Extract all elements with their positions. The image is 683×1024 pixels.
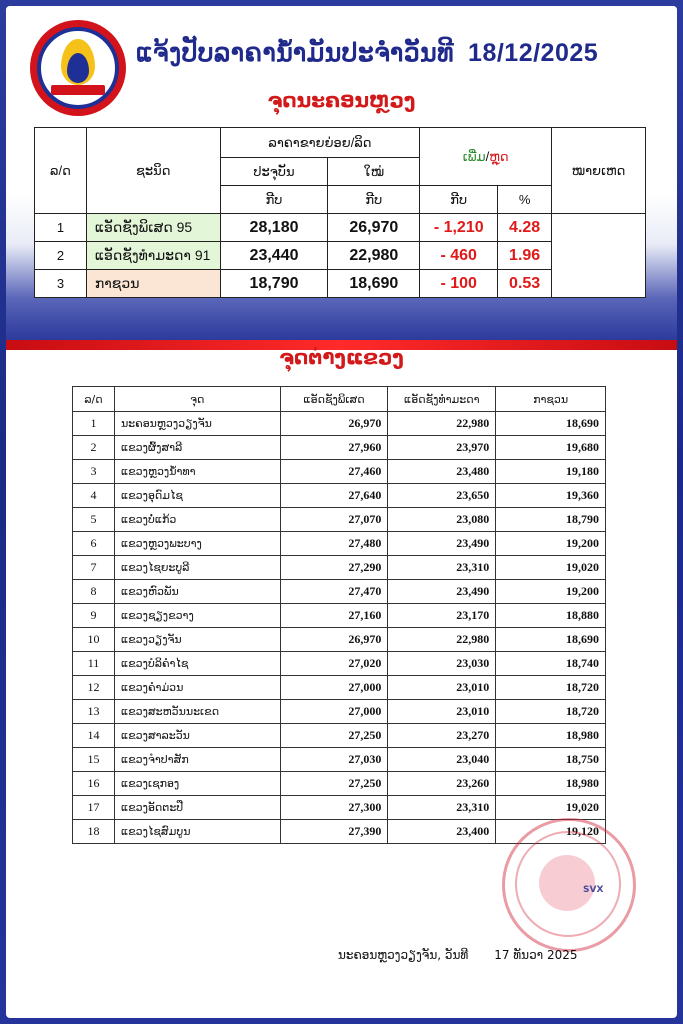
row-no: 10	[73, 628, 115, 652]
special-price: 27,160	[280, 604, 388, 628]
diesel-price: 18,690	[496, 628, 606, 652]
header-point: ຈຸດ	[114, 387, 280, 412]
row-no: 7	[73, 556, 115, 580]
diesel-price: 19,200	[496, 532, 606, 556]
footer-signature-line	[338, 948, 577, 962]
diesel-price: 18,980	[496, 724, 606, 748]
special-price: 27,070	[280, 508, 388, 532]
price-diff: - 1,210	[420, 214, 498, 242]
table-row: 3 ກາຊວນ 18,790 18,690 - 100 0.53	[35, 270, 646, 298]
table-row: 2 ແອັດຊັງທຳມະດາ 91 23,440 22,980 - 460 1.96	[35, 242, 646, 270]
footer-date: 17 ທັນວາ 2025	[494, 948, 578, 962]
regular-price: 23,270	[388, 724, 496, 748]
row-no: 16	[73, 772, 115, 796]
table-row	[73, 460, 606, 484]
table-row	[73, 676, 606, 700]
fuel-name: ແອັດຊັງທຳມະດາ 91	[86, 242, 220, 270]
table-row	[73, 580, 606, 604]
header-retail: ລາຄາຂາຍຍ່ອຍ/ລິດ	[220, 128, 420, 158]
table-row	[73, 652, 606, 676]
header-change-down: ຫຼຸດ	[489, 148, 509, 164]
diesel-price: 18,720	[496, 700, 606, 724]
special-price: 27,460	[280, 460, 388, 484]
provinces-title: ຈຸດຕ່າງແຂວງ	[279, 345, 404, 369]
province-name: ແຂວງຫົວພັນ	[114, 580, 280, 604]
special-price: 27,000	[280, 700, 388, 724]
special-price: 26,970	[280, 412, 388, 436]
special-price: 27,290	[280, 556, 388, 580]
province-price-table	[72, 386, 606, 844]
table-row	[73, 604, 606, 628]
table-row	[73, 700, 606, 724]
special-price: 27,470	[280, 580, 388, 604]
table-row	[73, 748, 606, 772]
table-row	[73, 772, 606, 796]
table-row	[73, 412, 606, 436]
province-name: ແຂວງເຊກອງ	[114, 772, 280, 796]
diesel-price: 18,750	[496, 748, 606, 772]
province-name: ແຂວງສາລະວັນ	[114, 724, 280, 748]
header-no: ລ/ດ	[35, 128, 87, 214]
diesel-price: 19,020	[496, 556, 606, 580]
row-no: 8	[73, 580, 115, 604]
header-type: ຊະນິດ	[86, 128, 220, 214]
province-name: ແຂວງຈຳປາສັກ	[114, 748, 280, 772]
header-new: ໃໝ່	[328, 158, 420, 186]
row-no: 4	[73, 484, 115, 508]
province-name: ແຂວງໄຊສົມບູນ	[114, 820, 280, 844]
regular-price: 23,490	[388, 532, 496, 556]
table-row	[73, 724, 606, 748]
title-date: 18/12/2025	[468, 39, 599, 67]
special-price: 27,960	[280, 436, 388, 460]
table-row	[73, 508, 606, 532]
row-no: 15	[73, 748, 115, 772]
fuel-name: ແອັດຊັງພິເສດ 95	[86, 214, 220, 242]
diesel-price: 19,180	[496, 460, 606, 484]
regular-price: 23,310	[388, 796, 496, 820]
price-diff: - 460	[420, 242, 498, 270]
row-no: 17	[73, 796, 115, 820]
regular-price: 23,080	[388, 508, 496, 532]
diesel-price: 19,360	[496, 484, 606, 508]
header-note: ໝາຍເຫດ	[552, 128, 646, 214]
header-special: ແອັດຊັງພິເສດ	[280, 387, 388, 412]
row-no: 9	[73, 604, 115, 628]
special-price: 27,390	[280, 820, 388, 844]
diesel-price: 18,980	[496, 772, 606, 796]
table-row	[73, 796, 606, 820]
current-price: 18,790	[220, 270, 328, 298]
row-no: 2	[73, 436, 115, 460]
header-diesel: ກາຊວນ	[496, 387, 606, 412]
row-no: 12	[73, 676, 115, 700]
regular-price: 23,010	[388, 700, 496, 724]
regular-price: 23,010	[388, 676, 496, 700]
current-price: 28,180	[220, 214, 328, 242]
province-name: ແຂວງວຽງຈັນ	[114, 628, 280, 652]
regular-price: 23,040	[388, 748, 496, 772]
header-current: ປະຈຸບັນ	[220, 158, 328, 186]
header-change	[420, 128, 552, 186]
row-no: 13	[73, 700, 115, 724]
special-price: 27,480	[280, 532, 388, 556]
unit-kip: ກີບ	[328, 186, 420, 214]
special-price: 27,030	[280, 748, 388, 772]
diesel-price: 19,680	[496, 436, 606, 460]
table-row: 1 ແອັດຊັງພິເສດ 95 28,180 26,970 - 1,210 4.28	[35, 214, 646, 242]
province-name: ນະຄອນຫຼວງວຽງຈັນ	[114, 412, 280, 436]
province-name: ແຂວງໄຊຍະບູລີ	[114, 556, 280, 580]
special-price: 27,250	[280, 772, 388, 796]
capital-price-table	[34, 127, 646, 298]
unit-kip: ກີບ	[220, 186, 328, 214]
province-name: ແຂວງຊຽງຂວາງ	[114, 604, 280, 628]
table-row	[73, 532, 606, 556]
diesel-price: 19,200	[496, 580, 606, 604]
header-no: ລ/ດ	[73, 387, 115, 412]
row-no: 5	[73, 508, 115, 532]
official-stamp	[502, 818, 636, 952]
regular-price: 23,490	[388, 580, 496, 604]
new-price: 26,970	[328, 214, 420, 242]
regular-price: 23,480	[388, 460, 496, 484]
header-regular: ແອັດຊັງທຳມະດາ	[388, 387, 496, 412]
diesel-price: 18,720	[496, 676, 606, 700]
province-name: ແຂວງບໍ່ແກ້ວ	[114, 508, 280, 532]
row-no: 11	[73, 652, 115, 676]
regular-price: 23,650	[388, 484, 496, 508]
current-price: 23,440	[220, 242, 328, 270]
table-row	[73, 556, 606, 580]
special-price: 27,640	[280, 484, 388, 508]
province-name: ແຂວງຫຼວງນ້ຳທາ	[114, 460, 280, 484]
row-no: 18	[73, 820, 115, 844]
special-price: 27,020	[280, 652, 388, 676]
price-diff: - 100	[420, 270, 498, 298]
regular-price: 23,030	[388, 652, 496, 676]
row-no: 14	[73, 724, 115, 748]
diesel-price: 18,740	[496, 652, 606, 676]
diesel-price: 19,120	[496, 820, 606, 844]
title-text: ແຈ້ງປັບລາຄານ້ຳມັນປະຈຳວັນທີ	[136, 39, 455, 67]
price-pct: 0.53	[498, 270, 552, 298]
header-change-up: ເພີ່ມ	[462, 148, 486, 164]
regular-price: 23,400	[388, 820, 496, 844]
province-name: ແຂວງອັດຕະປື	[114, 796, 280, 820]
special-price: 27,250	[280, 724, 388, 748]
diesel-price: 18,880	[496, 604, 606, 628]
special-price: 27,000	[280, 676, 388, 700]
table-row	[73, 436, 606, 460]
stamp-mark: SVX	[583, 885, 604, 895]
new-price: 22,980	[328, 242, 420, 270]
regular-price: 23,170	[388, 604, 496, 628]
province-name: ແຂວງສະຫວັນນະເຂດ	[114, 700, 280, 724]
province-name: ແຂວງບໍລິຄຳໄຊ	[114, 652, 280, 676]
table-row	[73, 484, 606, 508]
regular-price: 23,310	[388, 556, 496, 580]
province-name: ແຂວງຫຼວງພະບາງ	[114, 532, 280, 556]
regular-price: 23,260	[388, 772, 496, 796]
regular-price: 22,980	[388, 628, 496, 652]
price-pct: 4.28	[498, 214, 552, 242]
regular-price: 23,970	[388, 436, 496, 460]
regular-price: 22,980	[388, 412, 496, 436]
special-price: 27,300	[280, 796, 388, 820]
new-price: 18,690	[328, 270, 420, 298]
fuel-name: ກາຊວນ	[86, 270, 220, 298]
price-pct: 1.96	[498, 242, 552, 270]
table-row	[73, 628, 606, 652]
row-no: 6	[73, 532, 115, 556]
row-no: 3	[73, 460, 115, 484]
province-name: ແຂວງອຸດົມໄຊ	[114, 484, 280, 508]
special-price: 26,970	[280, 628, 388, 652]
capital-subtitle: ຈຸດນະຄອນຫຼວງ	[267, 88, 416, 112]
footer-place: ນະຄອນຫຼວງວຽງຈັນ, ວັນທີ	[338, 948, 469, 962]
header-change-slash: /	[485, 148, 490, 164]
diesel-price: 19,020	[496, 796, 606, 820]
note-cell	[552, 214, 646, 298]
province-name: ແຂວງຜົ້ງສາລີ	[114, 436, 280, 460]
page-title	[136, 38, 598, 68]
unit-pct: %	[498, 186, 552, 214]
diesel-price: 18,790	[496, 508, 606, 532]
row-no: 1	[73, 412, 115, 436]
province-name: ແຂວງຄຳມ່ວນ	[114, 676, 280, 700]
diesel-price: 18,690	[496, 412, 606, 436]
unit-kip: ກີບ	[420, 186, 498, 214]
